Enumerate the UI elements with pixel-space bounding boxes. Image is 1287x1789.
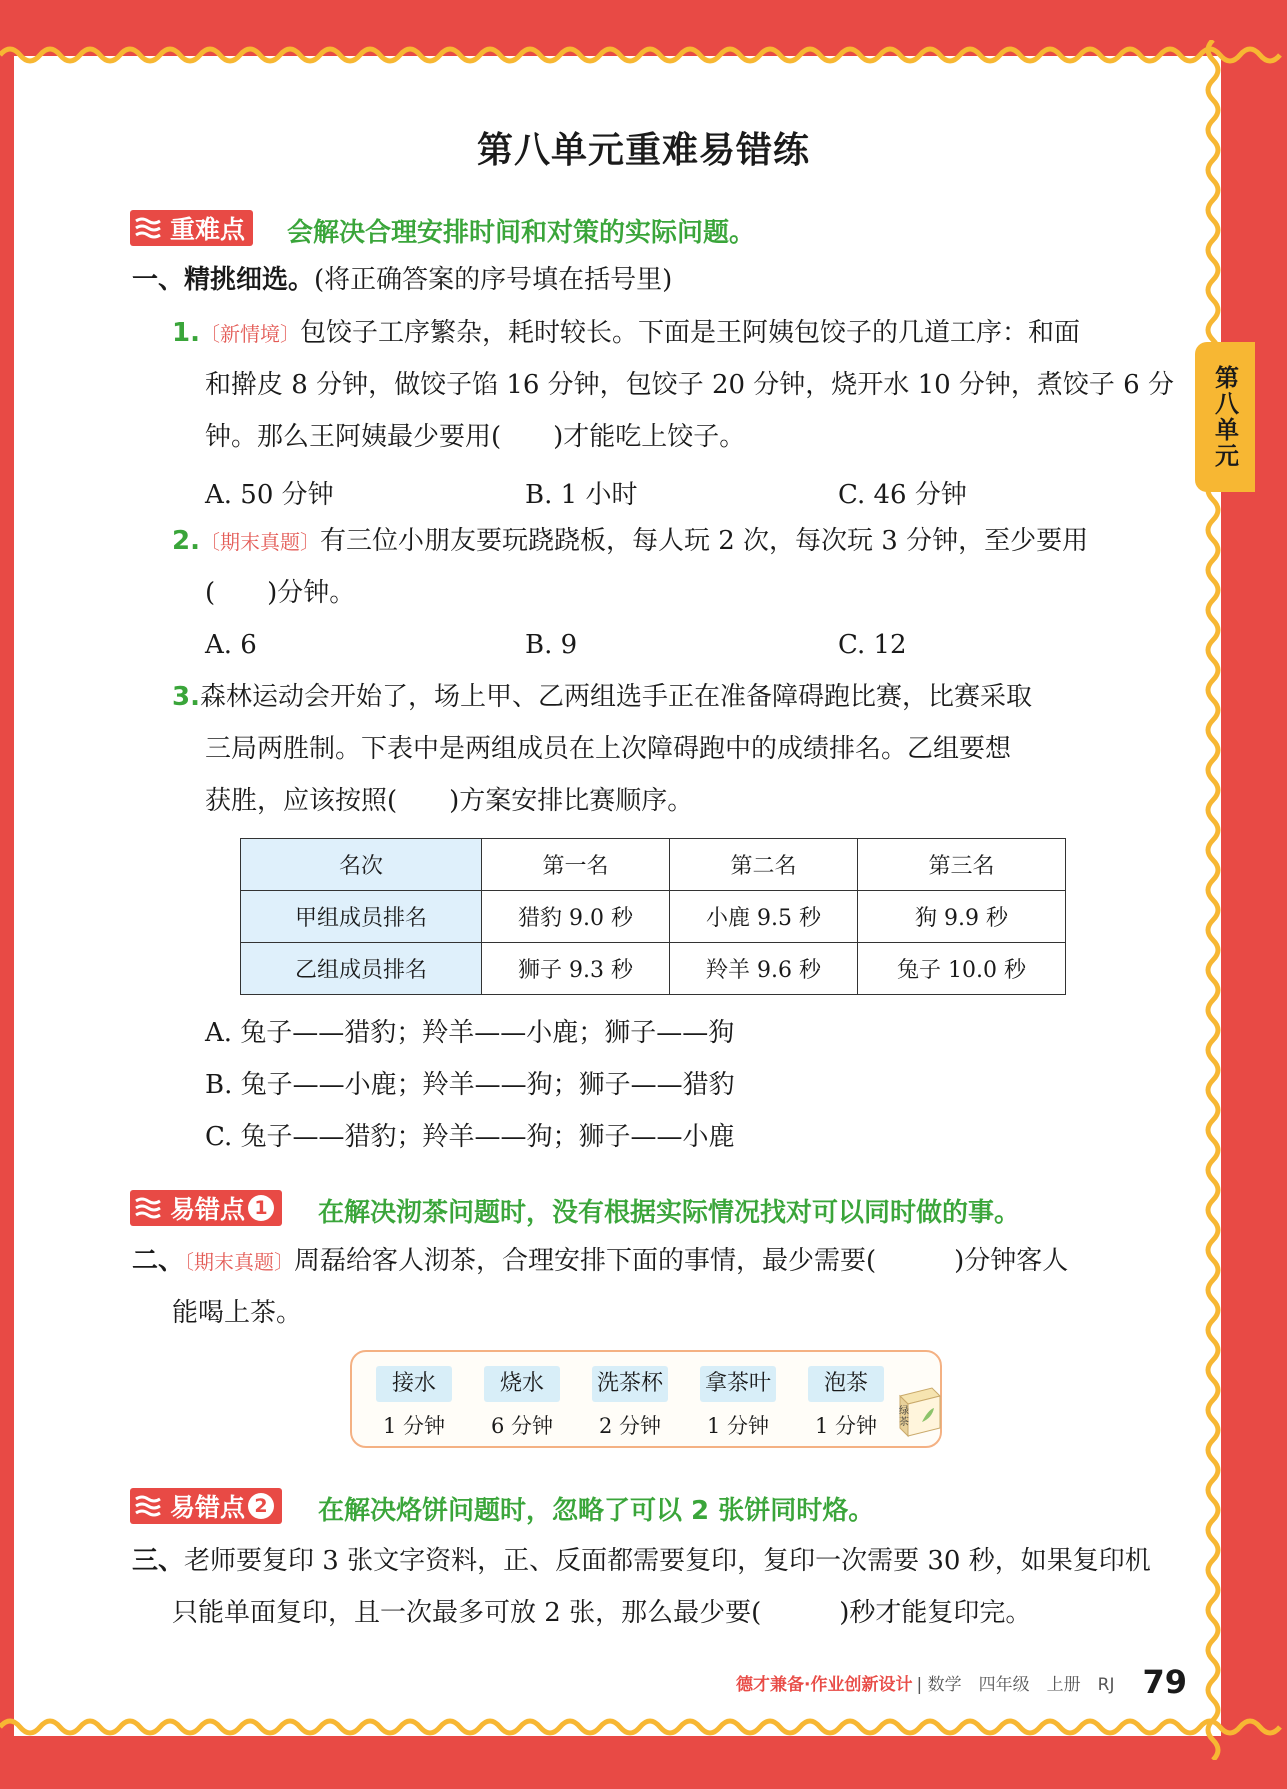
part2-text1: 周磊给客人沏茶，合理安排下面的事情，最少需要( )分钟客人 [294, 1246, 1069, 1276]
error-point-1-label: 易错点 [170, 1195, 246, 1224]
ranking-table [240, 838, 1066, 995]
page-number: 79 [1142, 1663, 1187, 1701]
tea-step [484, 1366, 560, 1440]
part1-instruction: (将正确答案的序号填在括号里) [314, 265, 673, 295]
q3-number: 3. [172, 682, 200, 712]
q1-option-c: C. 46 分钟 [838, 480, 967, 510]
tea-step-name: 接水 [376, 1366, 452, 1402]
q1-line2: 和擀皮 8 分钟，做饺子馅 16 分钟，包饺子 20 分钟，烧开水 10 分钟，煮饺子 6 分 [205, 370, 1174, 400]
top-wave-border [0, 40, 1287, 70]
q3-text1: 森林运动会开始了，场上甲、乙两组选手正在准备障碍跑比赛，比赛采取 [199, 682, 1032, 712]
q3-option-a: A. 兔子——猎豹；羚羊——小鹿；狮子——狗 [205, 1018, 735, 1048]
tea-step-name: 泡茶 [808, 1366, 884, 1402]
key-point-tag [130, 210, 253, 246]
tea-step [700, 1366, 776, 1440]
q1-text1: 包饺子工序繁杂，耗时较长。下面是王阿姨包饺子的几道工序：和面 [299, 318, 1080, 348]
tea-step-time: 1 分钟 [706, 1414, 770, 1438]
q3-line2: 三局两胜制。下表中是两组成员在上次障碍跑中的成绩排名。乙组要想 [205, 734, 1012, 764]
page-title: 第八单元重难易错练 [476, 130, 810, 171]
table-cell: 狗 9.9 秒 [858, 891, 1066, 943]
part2-tag: 〔期末真题〕 [184, 1250, 295, 1274]
part1-title: 一、精挑细选。 [132, 265, 315, 295]
tea-step-name: 洗茶杯 [592, 1366, 668, 1402]
table-cell: 甲组成员排名 [241, 891, 482, 943]
q3-line3: 获胜，应该按照( )方案安排比赛顺序。 [205, 786, 694, 816]
tea-step [592, 1366, 668, 1440]
q3-option-b: B. 兔子——小鹿；羚羊——狗；狮子——猎豹 [205, 1070, 735, 1100]
error-point-1-tag [130, 1190, 282, 1226]
table-header-row [241, 839, 1066, 891]
tea-steps-box [350, 1350, 942, 1448]
table-cell: 小鹿 9.5 秒 [670, 891, 858, 943]
tea-step-time: 1 分钟 [382, 1414, 446, 1438]
error-point-2-number: 2 [248, 1493, 274, 1519]
right-wave-border [1200, 40, 1226, 1760]
tea-step-time: 2 分钟 [598, 1414, 662, 1438]
key-point-label: 重难点 [170, 215, 246, 244]
q2-tag: 〔期末真题〕 [199, 530, 320, 554]
q2-line2: ( )分钟。 [205, 578, 356, 608]
table-row [241, 943, 1066, 995]
q2-line1 [172, 526, 1088, 557]
part3-number: 三、 [132, 1546, 185, 1576]
part2-line2: 能喝上茶。 [172, 1298, 303, 1328]
footer-info: | 数学 四年级 上册 RJ [916, 1674, 1115, 1695]
part1-heading [132, 265, 672, 296]
wave-lines-icon [134, 1196, 164, 1220]
q2-number: 2. [172, 526, 200, 556]
green-tea-label: 绿茶 [899, 1406, 909, 1428]
wave-lines-icon [134, 1494, 164, 1518]
error-point-1-number: 1 [248, 1195, 274, 1221]
table-cell: 乙组成员排名 [241, 943, 482, 995]
error-point-2-text: 在解决烙饼问题时，忽略了可以 2 张饼同时烙。 [318, 1496, 875, 1526]
footer-brand: 德才兼备·作业创新设计 [736, 1674, 913, 1695]
q2-option-b: B. 9 [525, 630, 578, 660]
part3-text1: 老师要复印 3 张文字资料，正、反面都需要复印，复印一次需要 30 秒，如果复印机 [184, 1546, 1151, 1576]
green-tea-box-icon [894, 1382, 944, 1438]
table-cell: 猎豹 9.0 秒 [482, 891, 670, 943]
error-point-2-tag [130, 1488, 282, 1524]
part3-line2: 只能单面复印，且一次最多可放 2 张，那么最少要( )秒才能复印完。 [172, 1598, 1032, 1628]
table-header-cell: 第二名 [670, 839, 858, 891]
wave-lines-icon [134, 216, 164, 240]
q1-number: 1. [172, 318, 200, 348]
table-cell: 兔子 10.0 秒 [858, 943, 1066, 995]
table-cell: 羚羊 9.6 秒 [670, 943, 858, 995]
table-header-cell: 第一名 [482, 839, 670, 891]
table-header-cell: 第三名 [858, 839, 1066, 891]
tea-step [376, 1366, 452, 1440]
q1-tag: 〔新情境〕 [199, 322, 300, 346]
q2-text1: 有三位小朋友要玩跷跷板，每人玩 2 次，每次玩 3 分钟，至少要用 [319, 526, 1089, 556]
key-point-text: 会解决合理安排时间和对策的实际问题。 [287, 218, 756, 248]
q1-line3: 钟。那么王阿姨最少要用( )才能吃上饺子。 [205, 422, 746, 452]
part2-number: 二、 [132, 1246, 185, 1276]
unit-side-tab: 第八单元 [1195, 342, 1255, 492]
q1-option-b: B. 1 小时 [525, 480, 638, 510]
q2-option-c: C. 12 [838, 630, 907, 660]
tea-step-time: 6 分钟 [490, 1414, 554, 1438]
table-row [241, 891, 1066, 943]
bottom-wave-border [0, 1712, 1287, 1742]
tea-step-name: 拿茶叶 [700, 1366, 776, 1402]
tea-step [808, 1366, 884, 1440]
tea-step-time: 1 分钟 [814, 1414, 878, 1438]
q2-option-a: A. 6 [205, 630, 257, 660]
q3-line1 [172, 682, 1032, 713]
q3-option-c: C. 兔子——猎豹；羚羊——狗；狮子——小鹿 [205, 1122, 735, 1152]
error-point-2-label: 易错点 [170, 1493, 246, 1522]
q1-line1 [172, 318, 1080, 349]
page-footer [736, 1663, 1187, 1701]
part3-line1 [132, 1546, 1151, 1577]
error-point-1-text: 在解决沏茶问题时，没有根据实际情况找对可以同时做的事。 [318, 1198, 1021, 1228]
tea-step-name: 烧水 [484, 1366, 560, 1402]
table-cell: 狮子 9.3 秒 [482, 943, 670, 995]
table-header-cell: 名次 [241, 839, 482, 891]
part2-line1 [132, 1246, 1068, 1277]
q1-option-a: A. 50 分钟 [205, 480, 334, 510]
